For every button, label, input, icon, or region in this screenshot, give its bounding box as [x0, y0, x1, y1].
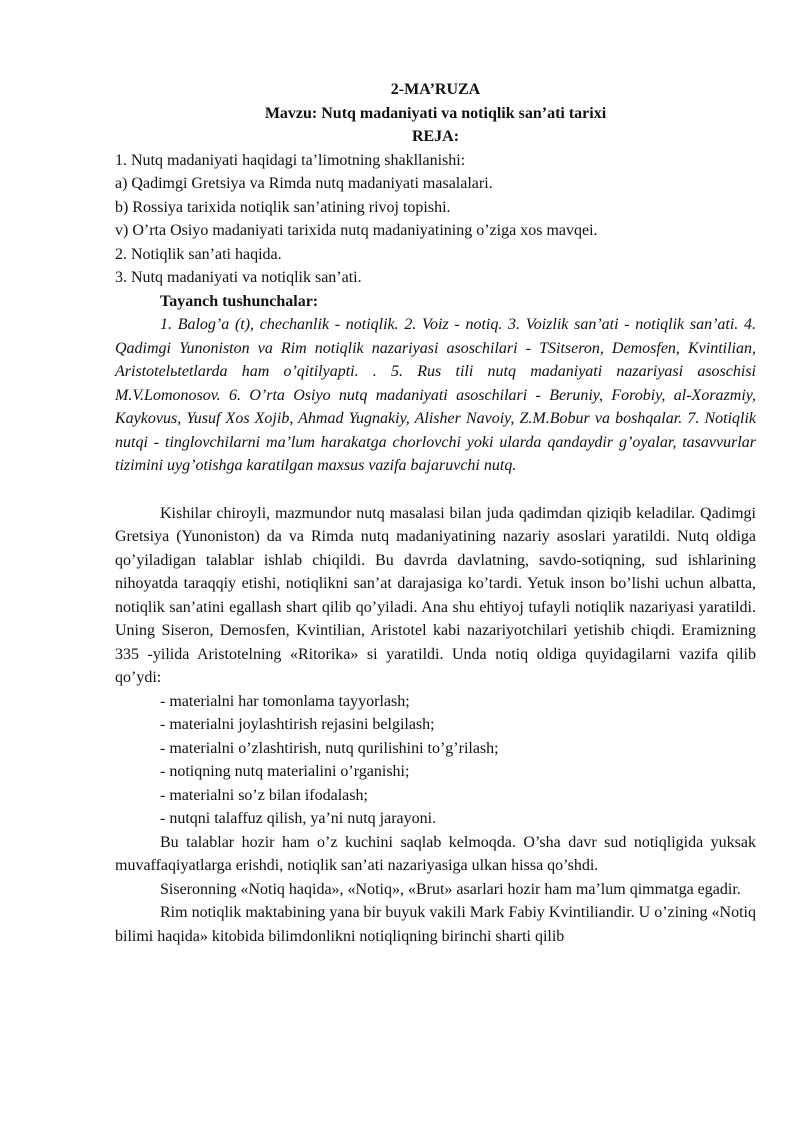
task-item: - materialni joylashtirish rejasini belgilash; — [160, 716, 435, 733]
plan-item: 1. Nutq madaniyati haqidagi ta’limotning shakllanishi: — [115, 151, 466, 169]
plan-item: 3. Nutq madaniyati va notiqlik san’ati. — [115, 269, 362, 286]
task-item: - materialni o’zlashtirish, nutq qurilishini to’g’rilash; — [160, 739, 499, 757]
task-item: - nutqni talaffuz qilish, ya’ni nutq jarayoni. — [160, 810, 437, 827]
key-concepts-title: Tayanch tushunchalar: — [160, 292, 319, 310]
body-paragraph: Bu talablar hozir ham o’z kuchini saqlab kelmoqda. O’sha davr sud notiqligida yuksak muvaffaqiyatlarga erishdi, notiqlik san’ati nazariyasiga ulkan hissa qo’shdi. — [115, 833, 756, 874]
task-item: - materialni har tomonlama tayyorlash; — [160, 692, 410, 710]
plan-title: REJA: — [411, 128, 460, 145]
body-paragraph: Kishilar chiroyli, mazmundor nutq masalasi bilan juda qadimdan qiziqib keladilar. Qadimgi Gretsiya (Yunoniston) da va Rimda nutq madaniyatining nazariy asoslari yaratildi. Nutq oldiga qo’yiladigan talablar ishlab chiqildi. Bu davrda davlatning, savdo-sotiqning, sud ishlarining nihoyatda taraqqiy etishi, notiqlikni san’at darajasiga ko’tardi. Yetuk inson bo’lishi uchun albatta, notiqlik san’atini egallash shart qilib qo’yiladi. Ana shu ehtiyoj tufayli notiqlik nazariyasi yaratildi. Uning Siseron, Demosfen, Kvintilian, Aristotel kabi nazariyotchilari yetishib chiqdi. Eramizning 335 -yilida Aristotelning «Ritorika» si yaratildi. Unda notiq oldiga quyidagilarni vazifa qilib qo’ydi: — [115, 504, 756, 686]
plan-item: 2. Notiqlik san’ati haqida. — [115, 245, 282, 263]
plan-item: b) Rossiya tarixida notiqlik san’atining rivoj topishi. — [115, 198, 451, 216]
plan-item: v) O’rta Osiyo madaniyati tarixida nutq madaniyatining o’ziga xos mavqei. — [115, 222, 598, 239]
task-item: - notiqning nutq materialini o’rganishi; — [160, 763, 410, 780]
task-item: - materialni so’z bilan ifodalash; — [160, 786, 368, 804]
lecture-number: 2-MA’RUZA — [390, 81, 481, 98]
paragraph-gap — [115, 478, 756, 502]
plan-list — [115, 149, 756, 290]
body-paragraph: Rim notiqlik maktabining yana bir buyuk vakili Mark Fabiy Kvintiliandir. U o’zining «Notiq bilimi haqida» kitobida bilimdonlikni notiqliqning birinchi sharti qilib — [115, 904, 756, 945]
plan-item: a) Qadimgi Gretsiya va Rimda nutq madaniyati masalalari. — [115, 175, 493, 192]
lecture-topic: Mavzu: Nutq madaniyati va notiqlik san’ati tarixi — [264, 104, 607, 122]
key-concepts-text: 1. Balog’a (t), chechanlik - notiqlik. 2. Voiz - notiq. 3. Voizlik san’ati - notiqlik san’ati. 4. Qadimgi Yunoniston va Rim notiqlik nazariyasi asoschilari - TSitseron, Demosfen, Kvintilian, Aristotelьtetlarda ham o’qitilyapti. . 5. Rus tili nutq madaniyati nazariyasi asoschisi M.V.Lomonosov. 6. O’rta Osiyo nutq madaniyati asoschilari - Beruniy, Forobiy, al-Xorazmiy, Kaykovus, Yusuf Xos Xojib, Ahmad Yugnakiy, Alisher Navoiy, Z.M.Bobur va boshqalar. 7. Notiqlik nutqi - tinglovchilarni ma’lum harakatga chorlovchi yoki ularda qandaydir g’oyalar, tasavvurlar tizimini uyg’otishga karatilgan maxsus vazifa bajaruvchi nutq. — [115, 316, 756, 474]
body-paragraph: Siseronning «Notiq haqida», «Notiq», «Brut» asarlari hozir ham ma’lum qimmatga egadir. — [160, 880, 741, 898]
